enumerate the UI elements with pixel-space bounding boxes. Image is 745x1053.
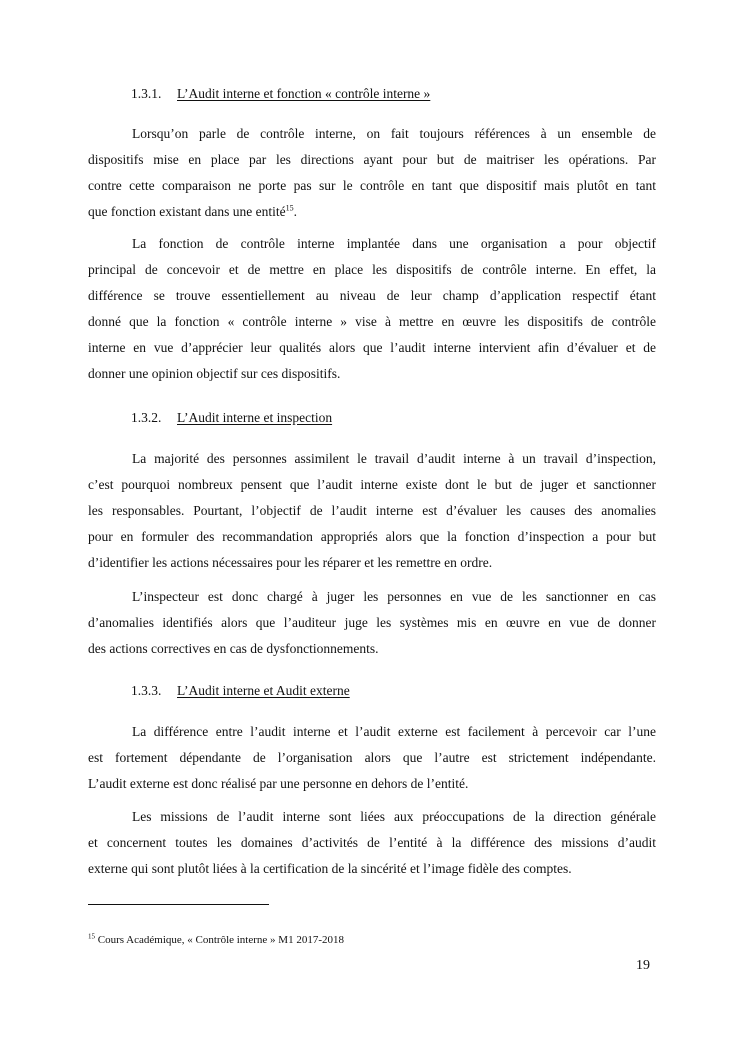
text-line: L’audit externe est donc réalisé par une personne en dehors de l’entité.	[88, 776, 469, 791]
text-line: principal de concevoir et de mettre en place les dispositifs de contrôle interne. En effet, la	[88, 262, 656, 277]
text-segment: .	[293, 204, 297, 219]
footnote-separator	[88, 904, 269, 905]
section-title: L’Audit interne et fonction « contrôle interne »	[177, 86, 431, 101]
text-line: Lorsqu’on parle de contrôle interne, on fait toujours références à un ensemble de	[132, 126, 656, 141]
text-line: des actions correctives en cas de dysfonctionnements.	[88, 641, 379, 656]
footnote-reference[interactable]: 15	[285, 203, 294, 213]
text-line: Les missions de l’audit interne sont liées aux préoccupations de la direction générale	[132, 809, 656, 824]
text-line: interne en vue d’apprécier leur qualités alors que l’audit interne intervient afin d’évaluer et de	[88, 340, 656, 355]
text-line: et concernent toutes les domaines d’activités de l’entité à la différence des missions d’audit	[88, 835, 656, 850]
text-line: les responsables. Pourtant, l’objectif de l’audit interne est d’évaluer les causes des anomalies	[88, 503, 656, 518]
section-heading	[131, 683, 350, 699]
text-line: donné que la fonction « contrôle interne » vise à mettre en œuvre les dispositifs de contrôle	[88, 314, 656, 329]
text-line: c’est pourquoi nombreux pensent que l’audit interne existe dont le but de juger et sanctionner	[88, 477, 656, 492]
text-line: La différence entre l’audit interne et l’audit externe est facilement à percevoir car l’une	[132, 724, 656, 739]
paragraph	[88, 121, 656, 225]
paragraph	[88, 719, 656, 797]
text-line: d’identifier les actions nécessaires pour les réparer et les remettre en ordre.	[88, 555, 493, 570]
section-heading	[131, 86, 430, 102]
text-line: différence se trouve essentiellement au niveau de leur champ d’application respectif étant	[88, 288, 656, 303]
paragraph	[88, 804, 656, 882]
section-number: 1.3.1.	[131, 86, 162, 101]
text-line: La fonction de contrôle interne implantée dans une organisation a pour objectif	[132, 236, 656, 251]
text-line: L’inspecteur est donc chargé à juger les personnes en vue de les sanctionner en cas	[132, 589, 656, 604]
text-line: est fortement dépendante de l’organisation alors que l’autre est strictement indépendante.	[88, 750, 656, 765]
text-line	[88, 199, 656, 225]
footnote-text: Cours Académique, « Contrôle interne » M1 2017-2018	[95, 934, 344, 946]
paragraph	[88, 231, 656, 387]
section-title: L’Audit interne et Audit externe	[177, 683, 350, 698]
text-line: externe qui sont plutôt liées à la certification de la sincérité et l’image fidèle des comptes.	[88, 861, 572, 876]
paragraph	[88, 446, 656, 576]
section-number: 1.3.2.	[131, 410, 162, 425]
text-line: dispositifs mise en place par les directions ayant pour but de maitriser les opérations. Par	[88, 152, 656, 167]
text-line: donner une opinion objectif sur ces dispositifs.	[88, 366, 341, 381]
text-line: d’anomalies identifiés alors que l’auditeur juge les systèmes mis en œuvre en vue de donner	[88, 615, 656, 630]
footnote	[88, 934, 344, 946]
text-line: contre cette comparaison ne porte pas sur le contrôle en tant que dispositif mais plutôt en tant	[88, 178, 656, 193]
footnote-number: 15	[88, 932, 95, 941]
section-title: L’Audit interne et inspection	[177, 410, 333, 425]
text-line: La majorité des personnes assimilent le travail d’audit interne à un travail d’inspection,	[132, 451, 656, 466]
text-line: pour en formuler des recommandation appropriés alors que la fonction d’inspection a pour but	[88, 529, 656, 544]
page-number: 19	[636, 958, 650, 973]
section-number: 1.3.3.	[131, 683, 162, 698]
paragraph	[88, 584, 656, 662]
section-heading	[131, 410, 332, 426]
text-segment: que fonction existant dans une entité	[88, 204, 286, 219]
